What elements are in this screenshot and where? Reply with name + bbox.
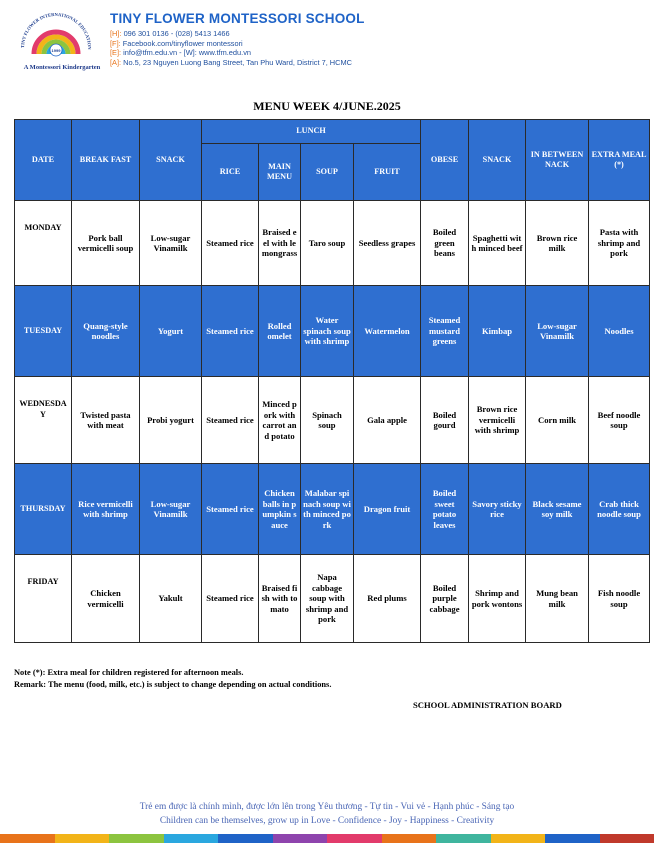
in-between-snack-cell: Black sesame soy milk: [526, 464, 589, 555]
soup-cell: Malabar spinach soup with minced pork: [301, 464, 354, 555]
fruit-cell: Gala apple: [354, 377, 421, 464]
soup-cell: Taro soup: [301, 201, 354, 286]
extra-meal-cell: Crab thick noodle soup: [589, 464, 650, 555]
notes-block: [14, 667, 331, 690]
header-obese: OBESE: [421, 120, 469, 201]
stripe-segment: [0, 834, 55, 843]
breakfast-cell: Twisted pasta with meat: [72, 377, 140, 464]
contact-email-web[interactable]: [E]: info@tfm.edu.vn - [W]: www.tfm.edu.vn: [110, 48, 252, 58]
stripe-segment: [545, 834, 600, 843]
soup-cell: Water spinach soup with shrimp: [301, 286, 354, 377]
day-cell: TUESDAY: [15, 286, 72, 377]
breakfast-cell: Chicken vermicelli: [72, 555, 140, 643]
in-between-snack-cell: Brown rice milk: [526, 201, 589, 286]
header-main-menu: MAIN MENU: [259, 144, 301, 201]
snack-cell: Yogurt: [140, 286, 202, 377]
logo-year: 1999: [51, 48, 61, 53]
table-row-friday: [15, 555, 650, 643]
school-logo: [10, 8, 102, 71]
breakfast-cell: Pork ball vermicelli soup: [72, 201, 140, 286]
stripe-segment: [164, 834, 219, 843]
stripe-segment: [327, 834, 382, 843]
stripe-segment: [109, 834, 164, 843]
stripe-segment: [600, 834, 654, 843]
extra-meal-cell: Pasta with shrimp and pork: [589, 201, 650, 286]
logo-caption: A Montessori Kindergarten: [23, 64, 101, 71]
soup-cell: Spinach soup: [301, 377, 354, 464]
header-lunch: LUNCH: [202, 120, 421, 144]
extra-meal-cell: Noodles: [589, 286, 650, 377]
day-cell: THURSDAY: [15, 464, 72, 555]
logo-emblem: [16, 8, 96, 64]
table-header-row: [15, 120, 650, 144]
main-menu-cell: Braised fish with tomato: [259, 555, 301, 643]
snack-cell: Yakult: [140, 555, 202, 643]
rice-cell: Steamed rice: [202, 464, 259, 555]
day-cell: MONDAY: [15, 201, 72, 286]
stripe-segment: [436, 834, 491, 843]
stripe-segment: [55, 834, 110, 843]
stripe-segment: [382, 834, 437, 843]
in-between-snack-cell: Low-sugar Vinamilk: [526, 286, 589, 377]
in-between-snack-cell: Mung bean milk: [526, 555, 589, 643]
breakfast-cell: Quang-style noodles: [72, 286, 140, 377]
afternoon-snack-cell: Kimbap: [469, 286, 526, 377]
obese-cell: Boiled gourd: [421, 377, 469, 464]
contact-phone: [H]: 096 301 0136 - (028) 5413 1466: [110, 29, 230, 38]
header-in-between-snack: IN BETWEEN NACK: [526, 120, 589, 201]
contact-facebook[interactable]: [F]: Facebook.com/tinyflower montessori: [110, 38, 243, 48]
stripe-segment: [273, 834, 328, 843]
main-menu-cell: Rolled omelet: [259, 286, 301, 377]
afternoon-snack-cell: Brown rice vermicelli with shrimp: [469, 377, 526, 464]
slogan-english: Children can be themselves, grow up in Love - Confidence - Joy - Happiness - Creativity: [159, 816, 495, 826]
school-name: TINY FLOWER MONTESSORI SCHOOL: [110, 11, 365, 26]
header-snack-afternoon: SNACK: [469, 120, 526, 201]
rice-cell: Steamed rice: [202, 286, 259, 377]
rainbow-stripe: [0, 834, 654, 843]
afternoon-snack-cell: Spaghetti with minced beef: [469, 201, 526, 286]
obese-cell: Boiled green beans: [421, 201, 469, 286]
rice-cell: Steamed rice: [202, 555, 259, 643]
main-menu-cell: Minced pork with carrot and potato: [259, 377, 301, 464]
header-date: DATE: [15, 120, 72, 201]
fruit-cell: Dragon fruit: [354, 464, 421, 555]
signature: SCHOOL ADMINISTRATION BOARD: [413, 700, 562, 710]
extra-meal-note: Note (*): Extra meal for children registered for afternoon meals.: [14, 668, 244, 677]
stripe-segment: [491, 834, 546, 843]
table-row-wednesday: [15, 377, 650, 464]
weekly-menu-table: [14, 119, 650, 643]
fruit-cell: Watermelon: [354, 286, 421, 377]
extra-meal-cell: Fish noodle soup: [589, 555, 650, 643]
obese-cell: Boiled sweet potato leaves: [421, 464, 469, 555]
header-rice: RICE: [202, 144, 259, 201]
fruit-cell: Seedless grapes: [354, 201, 421, 286]
snack-cell: Low-sugar Vinamilk: [140, 464, 202, 555]
header-fruit: FRUIT: [354, 144, 421, 201]
obese-cell: Steamed mustard greens: [421, 286, 469, 377]
fruit-cell: Red plums: [354, 555, 421, 643]
day-cell: WEDNESDAY: [15, 377, 72, 464]
page-title: MENU WEEK 4/JUNE.2025: [253, 99, 401, 113]
header-extra-meal: EXTRA MEAL (*): [589, 120, 650, 201]
contact-block: [110, 29, 352, 67]
obese-cell: Boiled purple cabbage: [421, 555, 469, 643]
table-row-thursday: [15, 464, 650, 555]
day-cell: FRIDAY: [15, 555, 72, 643]
table-row-monday: [15, 201, 650, 286]
logo-arc-text: TINY FLOWER INTERNATIONAL EDUCATION: [19, 11, 93, 50]
afternoon-snack-cell: Shrimp and pork wontons: [469, 555, 526, 643]
header-snack: SNACK: [140, 120, 202, 201]
table-row-tuesday: [15, 286, 650, 377]
main-menu-cell: Braised eel with lemongrass: [259, 201, 301, 286]
afternoon-snack-cell: Savory sticky rice: [469, 464, 526, 555]
breakfast-cell: Rice vermicelli with shrimp: [72, 464, 140, 555]
in-between-snack-cell: Corn milk: [526, 377, 589, 464]
extra-meal-cell: Beef noodle soup: [589, 377, 650, 464]
contact-address: [A]: No.5, 23 Nguyen Luong Bang Street, Tan Phu Ward, District 7, HCMC: [110, 57, 352, 67]
header-breakfast: BREAK FAST: [72, 120, 140, 201]
menu-remark: Remark: The menu (food, milk, etc.) is subject to change depending on actual conditions.: [14, 679, 332, 689]
soup-cell: Napa cabbage soup with shrimp and pork: [301, 555, 354, 643]
main-menu-cell: Chicken balls in pumpkin sauce: [259, 464, 301, 555]
snack-cell: Low-sugar Vinamilk: [140, 201, 202, 286]
slogan-vietnamese: Trẻ em được là chính mình, được lớn lên trong Yêu thương - Tự tin - Vui vẻ - Hạnh phúc - Sáng tạo: [139, 802, 515, 812]
stripe-segment: [218, 834, 273, 843]
header-soup: SOUP: [301, 144, 354, 201]
rice-cell: Steamed rice: [202, 201, 259, 286]
snack-cell: Probi yogurt: [140, 377, 202, 464]
rice-cell: Steamed rice: [202, 377, 259, 464]
